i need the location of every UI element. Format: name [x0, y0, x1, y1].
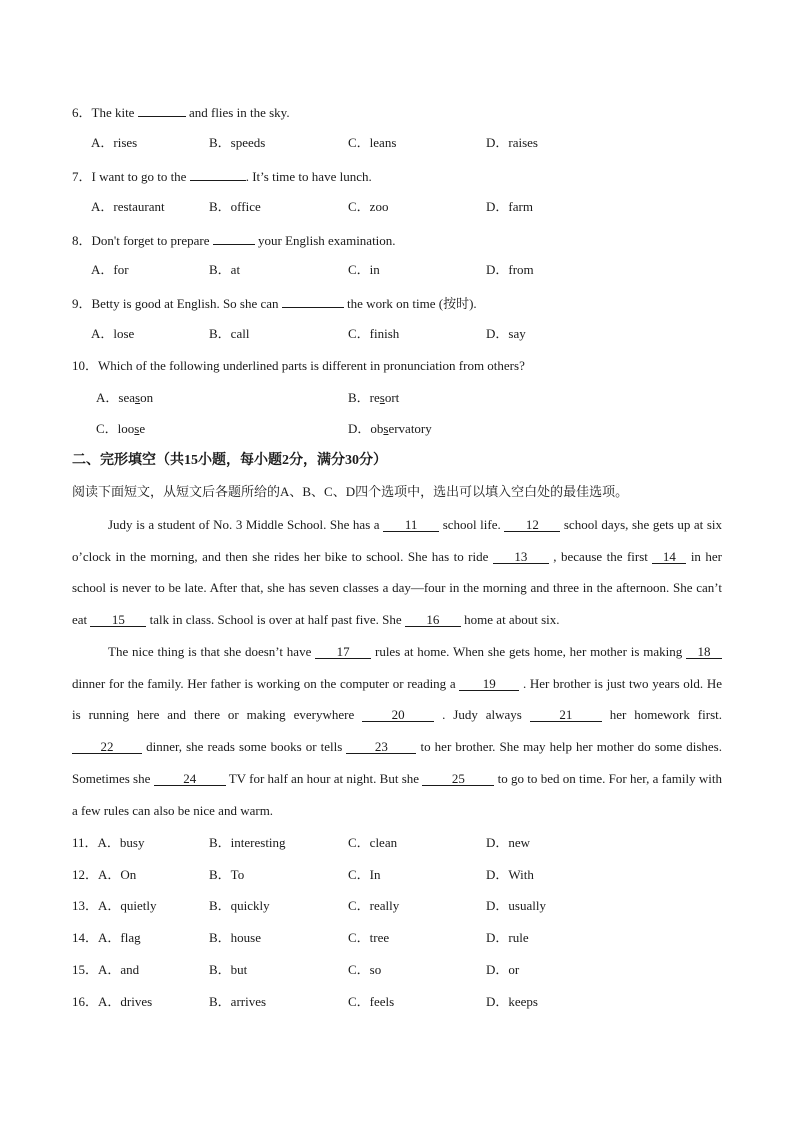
- option-a: A．restaurant: [91, 199, 165, 214]
- underlined-letter: s: [383, 421, 389, 436]
- cloze-blank: 17: [315, 645, 371, 659]
- option-text: C．loo: [96, 421, 135, 436]
- cloze-option-b: B．house: [209, 930, 262, 945]
- question-7: [72, 167, 372, 185]
- passage-text: talk in class. School is over at half past five. She: [146, 612, 405, 628]
- question-stem: and flies in the sky.: [185, 105, 290, 120]
- option-d: D．raises: [486, 135, 538, 150]
- option-c: C．in: [348, 262, 380, 277]
- cloze-option-a: 14．A．flag: [72, 930, 141, 945]
- cloze-option-d: D．With: [486, 867, 534, 882]
- question-10: 10．Which of the following underlined parts is different in pronunciation from others?: [72, 358, 525, 373]
- cloze-option-c: C．In: [348, 867, 381, 882]
- passage-text: dinner for the family. Her father is working on the computer or reading a: [72, 675, 460, 691]
- section-title: 二、完形填空（共15小题，每小题2分，满分30分）: [72, 453, 387, 468]
- cloze-blank: 11: [383, 518, 439, 532]
- cloze-blank: 13: [493, 550, 549, 564]
- cloze-option-b: B．quickly: [209, 898, 270, 913]
- question-9: [72, 294, 477, 312]
- option-text: ervatory: [388, 421, 432, 436]
- passage-text: Judy is a student of No. 3 Middle School. She has a: [108, 517, 384, 532]
- cloze-option-b: B．interesting: [209, 835, 286, 850]
- option-b: [348, 390, 399, 406]
- cloze-option-d: D．keeps: [486, 994, 538, 1009]
- answer-blank: [282, 294, 344, 308]
- cloze-blank: 22: [72, 740, 142, 754]
- option-text: ort: [384, 390, 400, 405]
- cloze-option-c: C．clean: [348, 835, 398, 850]
- underlined-letter: s: [134, 421, 140, 436]
- option-a: A．for: [91, 262, 129, 277]
- option-c: [96, 421, 145, 437]
- cloze-option-a: 11．A．busy: [72, 835, 145, 850]
- passage-text: . Judy always: [434, 707, 530, 723]
- option-d: D．farm: [486, 199, 533, 214]
- option-text: e: [139, 421, 146, 436]
- option-text: A．sea: [96, 390, 135, 405]
- cloze-option-d: D．usually: [486, 898, 546, 913]
- cloze-option-b: B．To: [209, 867, 245, 882]
- underlined-letter: s: [379, 390, 385, 405]
- question-stem: 8．Don't forget to prepare: [72, 233, 213, 248]
- cloze-option-d: D．new: [486, 835, 531, 850]
- cloze-option-d: D．or: [486, 962, 520, 977]
- cloze-blank: 12: [504, 518, 560, 532]
- passage-text: TV for half an hour at night. But she: [225, 770, 423, 786]
- passage-text: to her brother. She may help her mother do some dishes. Sometimes she: [72, 739, 722, 786]
- passage-text: The nice thing is that she doesn’t have: [108, 644, 316, 659]
- passage-text: rules at home. When she gets home, her mother is making: [371, 644, 687, 659]
- option-d: [348, 421, 432, 437]
- question-stem: 9．Betty is good at English. So she can: [72, 296, 282, 311]
- cloze-option-c: C．tree: [348, 930, 390, 945]
- cloze-blank: 15: [90, 613, 146, 627]
- passage-text: to go to bed on time. For her, a family with a few rules can also be nice and warm.: [72, 770, 723, 818]
- passage-text: in her school is never to be late. After that, she has seven classes a day—four in the morning and three in the afternoon. She can’t eat: [72, 548, 722, 628]
- cloze-option-d: D．rule: [486, 930, 529, 945]
- question-stem: 7．I want to go to the: [72, 169, 190, 184]
- passage-text: home at about six.: [460, 612, 560, 628]
- passage-text: dinner, she reads some books or tells: [142, 739, 347, 755]
- passage-text: . Her brother is just two years old. He is running here and there or making everywhere: [72, 675, 722, 723]
- cloze-blank: 21: [530, 708, 602, 722]
- cloze-blank: 14: [652, 550, 686, 564]
- cloze-option-b: B．arrives: [209, 994, 267, 1009]
- option-c: C．leans: [348, 135, 397, 150]
- option-d: D．from: [486, 262, 534, 277]
- cloze-blank: 16: [405, 613, 461, 627]
- option-a: A．rises: [91, 135, 138, 150]
- cloze-blank: 23: [346, 740, 416, 754]
- option-a: A．lose: [91, 326, 135, 341]
- cloze-option-c: C．really: [348, 898, 400, 913]
- question-stem: . It’s time to have lunch.: [245, 169, 372, 184]
- question-stem: the work on time (按时).: [343, 296, 477, 311]
- option-text: B．re: [348, 390, 380, 405]
- option-b: B．call: [209, 326, 250, 341]
- cloze-option-b: B．but: [209, 962, 248, 977]
- cloze-option-a: 15．A．and: [72, 962, 140, 977]
- cloze-blank: 25: [422, 772, 494, 786]
- underlined-letter: s: [135, 390, 141, 405]
- passage-text: her homework first.: [601, 707, 723, 723]
- cloze-option-c: C．so: [348, 962, 382, 977]
- option-d: D．say: [486, 326, 526, 341]
- cloze-option-a: 12．A．On: [72, 867, 137, 882]
- answer-blank: [138, 103, 186, 117]
- option-b: B．office: [209, 199, 261, 214]
- answer-blank: [190, 167, 246, 181]
- answer-blank: [213, 231, 255, 245]
- cloze-blank: 19: [459, 677, 519, 691]
- cloze-blank: 24: [154, 772, 226, 786]
- option-text: D．ob: [348, 421, 384, 436]
- cloze-option-a: 13．A．quietly: [72, 898, 157, 913]
- question-8: [72, 231, 396, 249]
- cloze-blank: 20: [362, 708, 434, 722]
- question-stem: 6．The kite: [72, 105, 138, 120]
- cloze-option-a: 16．A．drives: [72, 994, 153, 1009]
- option-a: [96, 390, 153, 406]
- passage-text: school life.: [439, 517, 505, 532]
- passage-paragraph-1: [72, 509, 722, 636]
- question-6: [72, 103, 290, 121]
- option-text: on: [140, 390, 154, 405]
- option-c: C．finish: [348, 326, 400, 341]
- section-instruction: 阅读下面短文，从短文后各题所给的A、B、C、D四个选项中，选出可以填入空白处的最佳选项。: [72, 484, 629, 499]
- cloze-option-c: C．feels: [348, 994, 395, 1009]
- cloze-blank: 18: [686, 645, 722, 659]
- passage-text: school days, she gets up at six o’clock in the morning, and then she rides her bike to school. She has to ride: [72, 517, 723, 564]
- option-b: B．at: [209, 262, 241, 277]
- passage-text: , because the first: [548, 548, 653, 564]
- option-b: B．speeds: [209, 135, 266, 150]
- passage-paragraph-2: [72, 636, 722, 826]
- option-c: C．zoo: [348, 199, 389, 214]
- question-stem: your English examination.: [254, 233, 396, 248]
